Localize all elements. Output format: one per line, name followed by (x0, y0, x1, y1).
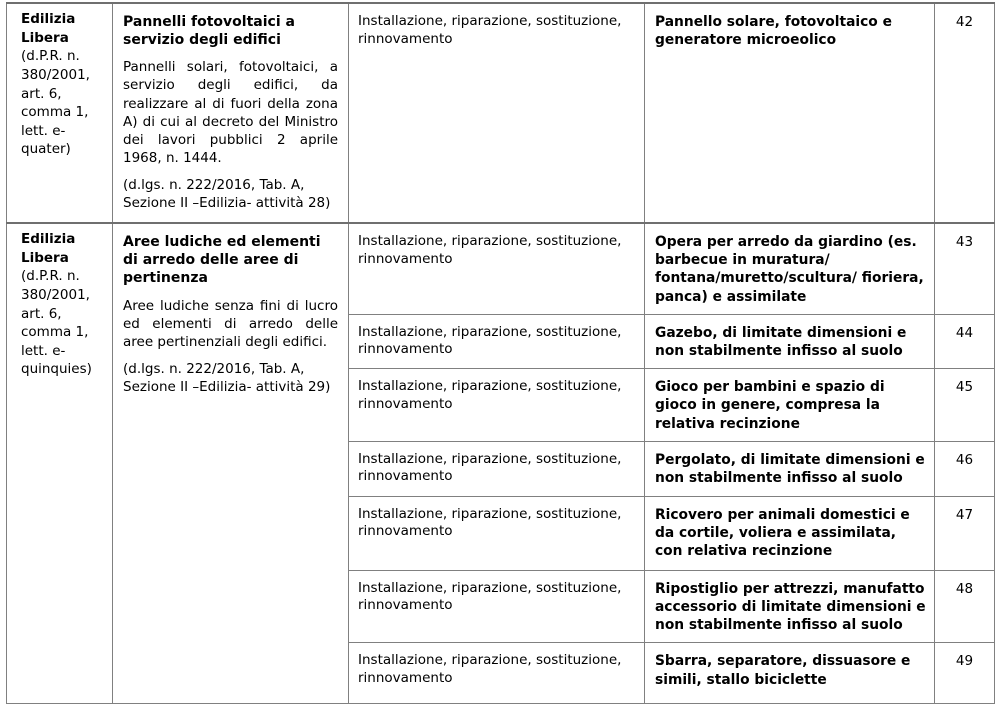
interventi-text: Installazione, riparazione, sostituzione, rinnovamento (358, 378, 622, 412)
numero-text: 43 (955, 234, 974, 250)
description-body: Pannelli solari, fotovoltaici, a servizio degli edifici, da realizzare al di fuori della zona A) di cui al decreto del Ministro dei lavori pubblici 2 aprile 1968, n. 1444. (123, 59, 338, 166)
table-row (7, 223, 995, 314)
regime-reference: (d.P.R. n. 380/2001, art. 6, comma 1, lett. e-quater) (21, 48, 90, 158)
numero-cell (935, 223, 995, 314)
numero-text: 49 (955, 653, 974, 670)
description-body: Aree ludiche senza fini di lucro ed elementi di arredo delle aree pertinenziali degli edifici. (123, 297, 338, 350)
opera-text: Pannello solare, fotovoltaico e generatore microeolico (655, 14, 892, 49)
interventi-cell (349, 496, 645, 570)
description-heading: Aree ludiche ed elementi di arredo delle aree di pertinenza (123, 234, 321, 287)
interventi-text: Installazione, riparazione, sostituzione, rinnovamento (358, 13, 622, 47)
interventi-cell (349, 643, 645, 704)
description-source: (d.lgs. n. 222/2016, Tab. A, Sezione II –Edilizia- attività 28) (123, 176, 331, 211)
opera-cell (645, 570, 935, 643)
description-source: (d.lgs. n. 222/2016, Tab. A, Sezione II –Edilizia- attività 29) (123, 360, 331, 395)
description-heading: Pannelli fotovoltaici a servizio degli edifici (123, 14, 295, 49)
opera-cell (645, 314, 935, 368)
numero-text: 46 (955, 451, 974, 468)
regime-cell (7, 223, 113, 704)
interventi-cell (349, 441, 645, 496)
interventi-text: Installazione, riparazione, sostituzione, rinnovamento (358, 450, 622, 485)
interventi-text: Installazione, riparazione, sostituzione, rinnovamento (358, 233, 622, 267)
opera-text: Ripostiglio per attrezzi, manufatto accessorio di limitate dimensioni e non stabilmente infisso al suolo (655, 580, 926, 634)
numero-text: 47 (955, 506, 974, 523)
opera-cell (645, 643, 935, 704)
opera-cell (645, 369, 935, 442)
regime-reference: (d.P.R. n. 380/2001, art. 6, comma 1, lett. e-quinquies) (21, 268, 92, 378)
opera-cell (645, 496, 935, 570)
numero-cell (935, 314, 995, 368)
numero-text: 42 (955, 14, 974, 30)
numero-cell (935, 441, 995, 496)
regime-title: Edilizia Libera (21, 231, 76, 266)
opera-text: Opera per arredo da giardino (es. barbecue in muratura/ fontana/muretto/scultura/ fioriera, panca) e assimilate (655, 234, 924, 305)
interventi-text: Installazione, riparazione, sostituzione, rinnovamento (358, 505, 622, 540)
edilizia-libera-table (6, 2, 995, 704)
numero-cell (935, 570, 995, 643)
interventi-text: Installazione, riparazione, sostituzione, rinnovamento (358, 652, 622, 686)
interventi-text: Installazione, riparazione, sostituzione, rinnovamento (358, 579, 622, 614)
numero-cell (935, 643, 995, 704)
numero-text: 45 (955, 379, 974, 396)
regime-cell (7, 3, 113, 223)
opera-text: Gazebo, di limitate dimensioni e non stabilmente infisso al suolo (655, 324, 907, 360)
interventi-cell (349, 570, 645, 643)
table-row (7, 3, 995, 223)
opera-text: Sbarra, separatore, dissuasore e simili, stallo biciclette (655, 653, 911, 688)
opera-text: Ricovero per animali domestici e da cortile, voliera e assimilata, con relativa recinzione (655, 506, 910, 560)
interventi-text: Installazione, riparazione, sostituzione, rinnovamento (358, 323, 622, 358)
opera-cell (645, 223, 935, 314)
description-cell (113, 3, 349, 223)
description-cell (113, 223, 349, 704)
regime-title: Edilizia Libera (21, 11, 76, 46)
opera-text: Gioco per bambini e spazio di gioco in genere, compresa la relativa recinzione (655, 379, 885, 432)
interventi-cell (349, 3, 645, 223)
numero-cell (935, 369, 995, 442)
opera-cell (645, 3, 935, 223)
interventi-cell (349, 223, 645, 314)
opera-text: Pergolato, di limitate dimensioni e non stabilmente infisso al suolo (655, 451, 925, 487)
numero-text: 44 (955, 324, 974, 341)
numero-cell (935, 496, 995, 570)
interventi-cell (349, 369, 645, 442)
numero-cell (935, 3, 995, 223)
opera-cell (645, 441, 935, 496)
numero-text: 48 (955, 580, 974, 597)
interventi-cell (349, 314, 645, 368)
